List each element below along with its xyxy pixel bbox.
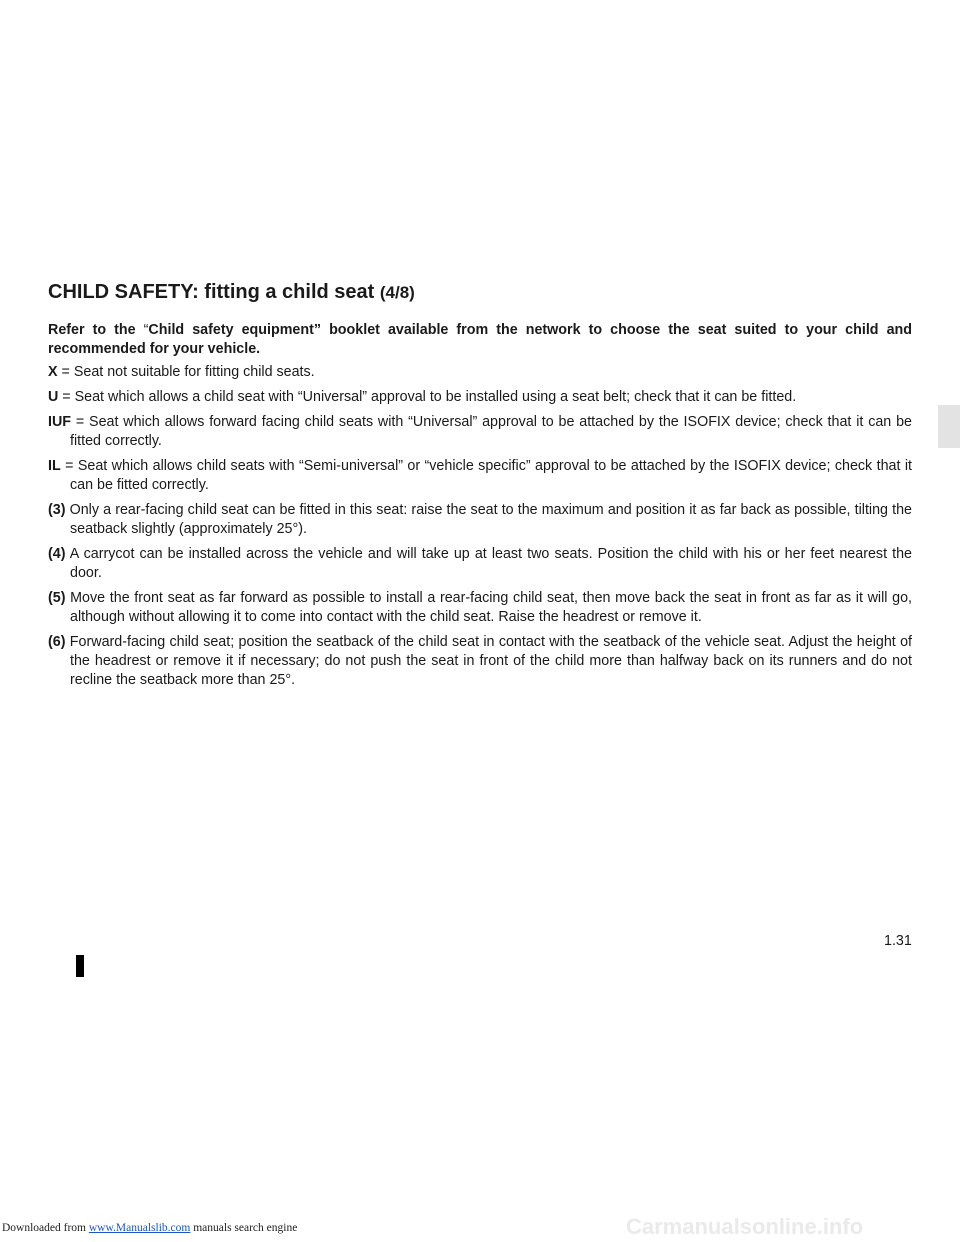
legend-entry-iuf (48, 413, 912, 451)
note-4 (48, 545, 912, 583)
legend-entry-il (48, 457, 912, 495)
watermark: Carmanualsonline.info (626, 1214, 864, 1239)
legend-text: = Seat which allows forward facing child seats with “Universal” approval to be attached by the ISOFIX device; check that it can be fitted correctly. (70, 414, 912, 449)
footer-tagline: manuals search engine (190, 1222, 298, 1234)
note-3 (48, 501, 912, 539)
legend-text: = Seat not suitable for fitting child seats. (57, 364, 315, 380)
intro-text: Child safety equipment” booklet available from the network to choose the seat suited to your child and recommended for your vehicle. (48, 322, 912, 357)
note-text: Forward-facing child seat; position the seatback of the child seat in contact with the seatback of the vehicle seat. Adjust the height of the headrest or remove it if necessary; do not push the seat in front of the child more than halfway back on its runners and do not recline the seatback more than 25°. (65, 634, 912, 688)
note-5 (48, 589, 912, 627)
note-6 (48, 633, 912, 690)
intro-paragraph (48, 321, 912, 359)
legend-key: IUF (48, 414, 72, 430)
note-key: (5) (48, 590, 66, 606)
manualslib-link[interactable]: www.Manualslib.com (88, 1222, 191, 1234)
page-title (48, 281, 415, 304)
legend-key: U (48, 389, 59, 405)
footer-downloaded-from: Downloaded from (2, 1222, 89, 1234)
intro-prefix: Refer to the (48, 322, 144, 338)
title-part-indicator: (4/8) (379, 283, 415, 302)
legend-entry-x (48, 363, 912, 382)
corner-crop-mark (76, 955, 84, 977)
page-number: 1.31 (884, 933, 912, 949)
download-footer (2, 1222, 297, 1234)
note-key: (4) (48, 546, 66, 562)
note-key: (3) (48, 502, 66, 518)
note-text: Move the front seat as far forward as possible to install a rear-facing child seat, then move back the seat in front as far as it will go, although without allowing it to come into contact with the child seat. Raise the headrest or remove it. (65, 590, 912, 625)
section-side-tab (938, 405, 960, 448)
legend-key: IL (48, 458, 61, 474)
title-main: CHILD SAFETY: fitting a child seat (48, 281, 375, 303)
legend-text: = Seat which allows a child seat with “Universal” approval to be installed using a seat belt; check that it can be fitted. (58, 389, 797, 405)
note-key: (6) (48, 634, 66, 650)
legend-text: = Seat which allows child seats with “Semi-universal” or “vehicle specific” approval to be attached by the ISOFIX device; check that it can be fitted correctly. (60, 458, 912, 493)
legend-key: X (48, 364, 58, 380)
intro-open-quote: “ (143, 322, 149, 338)
note-text: A carrycot can be installed across the vehicle and will take up at least two seats. Position the child with his or her feet nearest the door. (65, 546, 912, 581)
seat-legend-list (48, 363, 912, 696)
legend-entry-u (48, 388, 912, 407)
note-text: Only a rear-facing child seat can be fitted in this seat: raise the seat to the maximum and position it as far back as possible, tilting the seatback slightly (approximately 25°). (65, 502, 912, 537)
